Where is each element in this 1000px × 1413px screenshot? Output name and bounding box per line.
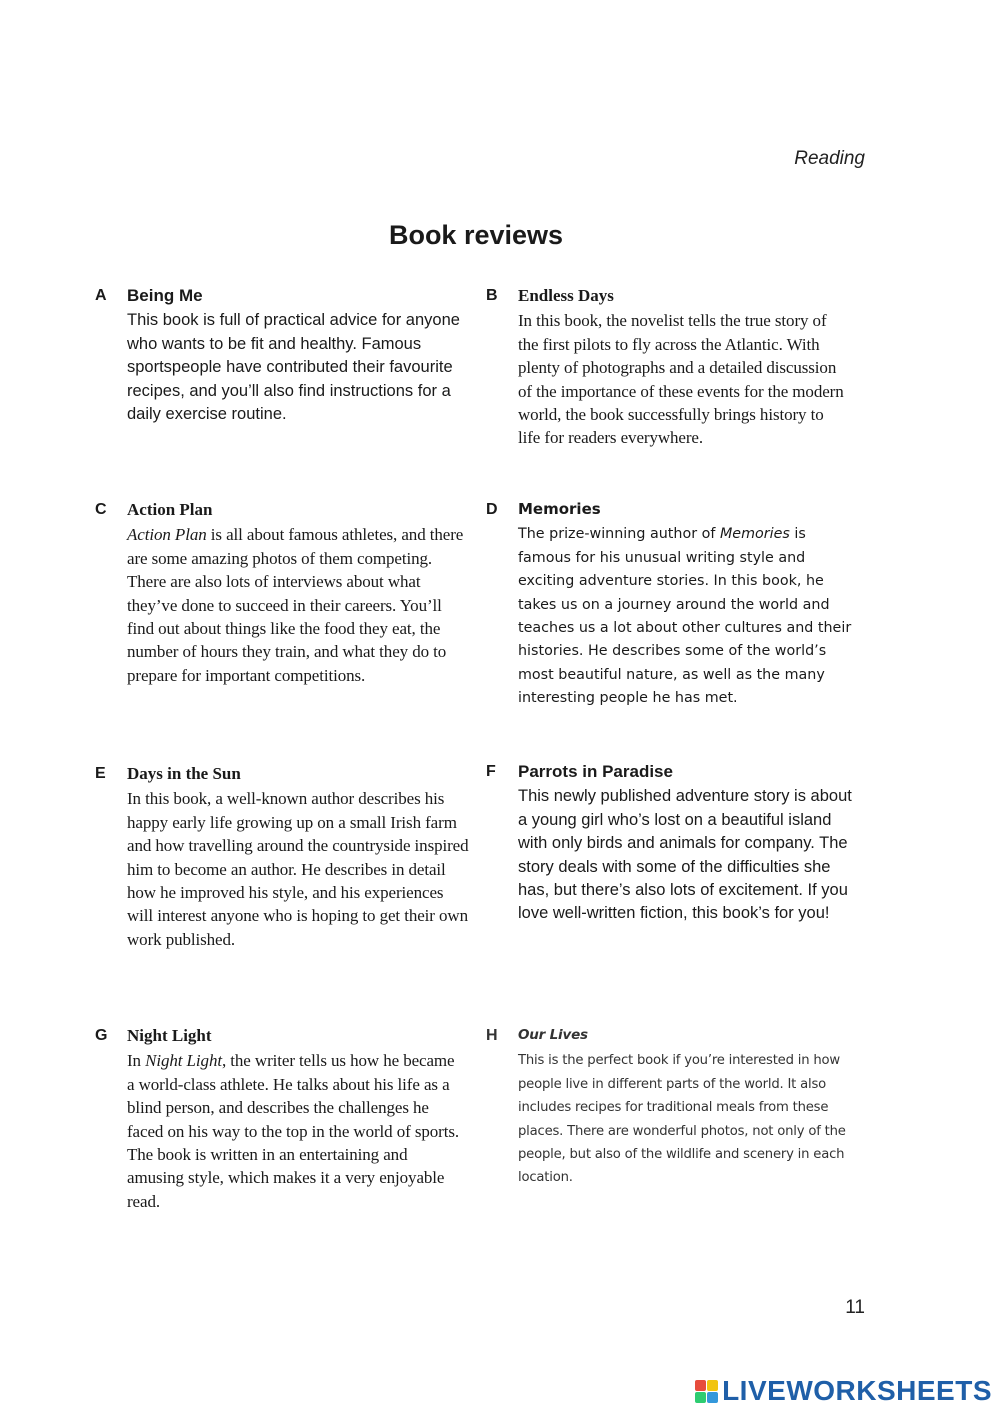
review-title: Action Plan: [127, 500, 213, 519]
review-title: Parrots in Paradise: [518, 762, 673, 781]
review-letter: B: [486, 287, 498, 304]
review-g: [95, 1024, 462, 1213]
review-text: [518, 523, 863, 710]
review-text: This is the perfect book if you’re interested in how people live in different parts of the world. It also includes recipes for traditional meals from these places. There are wonderful photos, not only of the people, but also of the wildlife and scenery in each location.: [518, 1053, 846, 1186]
review-d: [486, 498, 863, 711]
watermark-text: LIVEWORKSHEETS: [722, 1375, 992, 1406]
liveworksheets-watermark: [695, 1375, 992, 1407]
logo-square: [707, 1380, 718, 1391]
review-text: This book is full of practical advice for anyone who wants to be fit and healthy. Famous sportspeople have contributed their favourite recipes, and you’ll also find instructions for a daily exercise routine.: [127, 311, 460, 424]
review-c: [95, 498, 467, 687]
review-text-before: The prize-winning author of: [518, 526, 720, 543]
review-letter: F: [486, 763, 496, 780]
review-text: [127, 523, 467, 687]
review-letter: H: [486, 1027, 498, 1044]
review-text-italic: Memories: [719, 526, 790, 543]
review-text: [127, 1049, 462, 1213]
review-title: Memories: [518, 500, 601, 518]
review-title: Night Light: [127, 1026, 212, 1045]
review-title: Days in the Sun: [127, 764, 241, 783]
review-text: In this book, the novelist tells the true story of the first pilots to fly across the Atlantic. With plenty of photographs and a detailed discussion of the importance of these events for the modern world, the book successfully brings history to life for readers everywhere.: [518, 311, 844, 448]
review-text-rest: is all about famous athletes, and there are some amazing photos of them competing. There are also lots of interviews about what they’ve done to succeed in their careers. You’ll find out about things like the food they eat, the number of hours they train, and what they do to prepare for important competitions.: [127, 525, 464, 685]
page-number: 11: [845, 1297, 865, 1318]
logo-square: [707, 1392, 718, 1403]
logo-square: [695, 1380, 706, 1391]
review-title: Being Me: [127, 286, 203, 305]
section-label: Reading: [794, 148, 865, 169]
review-letter: A: [95, 287, 107, 304]
review-a: [95, 284, 477, 426]
liveworksheets-logo-icon: [695, 1380, 718, 1403]
review-title: Endless Days: [518, 286, 614, 305]
review-text: This newly published adventure story is about a young girl who’s lost on a beautiful island with only birds and animals for company. The story deals with some of the difficulties she has, but there’s also lots of excitement. If you love well-written fiction, this book’s for you!: [518, 787, 852, 923]
review-text-before: In: [127, 1051, 146, 1071]
review-letter: E: [95, 765, 106, 782]
review-f: [486, 760, 863, 926]
review-text: In this book, a well-known author describes his happy early life growing up on a small Irish farm and how travelling around the countryside inspired him to become an author. He describes in detail how he improved his style, and his experiences will interest anyone who is hoping to get their own work published.: [127, 789, 469, 949]
page-title: Book reviews: [388, 220, 564, 250]
review-text-after: is famous for his unusual writing style and exciting adventure stories. In this book, he takes us on a journey around the world and teaches us a lot about other cultures and their histories. He describes some of the world’s most beautiful nature, as well as the many interesting people he has met.: [518, 526, 852, 707]
review-text-italic: Night Light: [145, 1051, 222, 1071]
review-title: Our Lives: [518, 1027, 588, 1043]
review-text-after: , the writer tells us how he became a world-class athlete. He talks about his life as a blind person, and describes the challenges he faced on his way to the top in the world of sports. The book is written in an entertaining and amusing style, which makes it a very enjoyable read.: [127, 1051, 460, 1211]
review-b: [486, 284, 848, 450]
review-letter: G: [95, 1027, 108, 1044]
review-e: [95, 762, 472, 951]
review-text-italic: Action Plan: [127, 525, 207, 545]
review-h: [486, 1024, 858, 1190]
review-letter: C: [95, 501, 107, 518]
review-letter: D: [486, 501, 498, 518]
logo-square: [695, 1392, 706, 1403]
